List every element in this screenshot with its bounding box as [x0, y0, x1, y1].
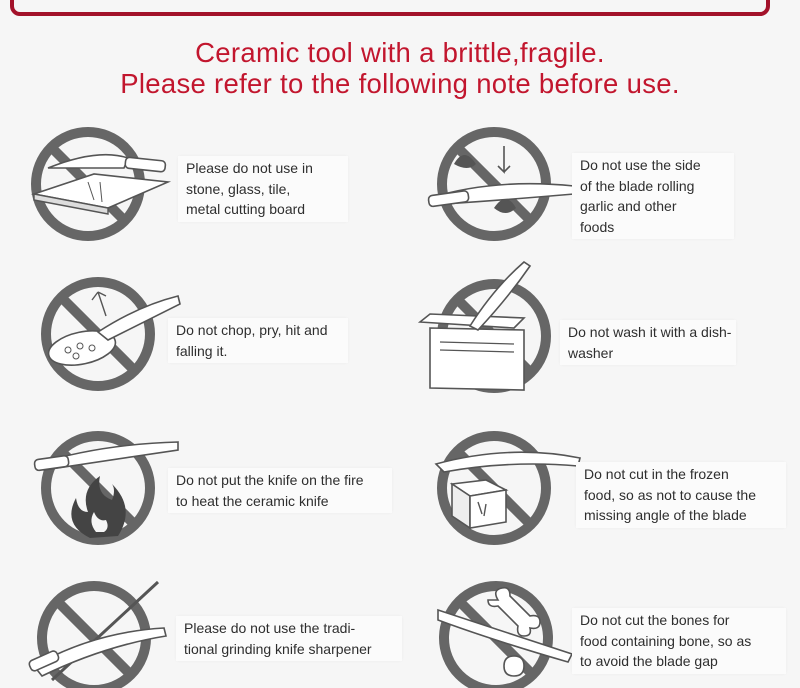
tip-text: Please do not use in stone, glass, tile, metal cutting board [178, 156, 348, 222]
tip-text: Do not put the knife on the fire to heat the ceramic knife [168, 468, 392, 513]
knife-on-cutting-board-icon [28, 124, 178, 244]
knife-frozen-food-icon [430, 428, 590, 548]
top-frame [10, 0, 770, 16]
knife-grinding-sharpener-icon [24, 576, 174, 688]
tip-text: Do not wash it with a dish- washer [560, 320, 736, 365]
tip-text: Please do not use the tradi- tional grinding knife sharpener [176, 616, 402, 661]
tip-text: Do not cut in the frozen food, so as not to cause the missing angle of the blade [576, 462, 786, 528]
knife-dishwasher-icon [414, 258, 564, 398]
tip-text: Do not chop, pry, hit and falling it. [168, 318, 348, 363]
heading-line-1: Ceramic tool with a brittle,fragile. [195, 37, 605, 68]
knife-chopping-bread-icon [38, 276, 188, 396]
knife-over-fire-icon [32, 428, 182, 548]
knife-garlic-rolling-icon [424, 124, 584, 244]
knife-cutting-bone-icon [432, 576, 582, 688]
tip-text: Do not use the side of the blade rolling garlic and other foods [572, 153, 734, 239]
tip-text: Do not cut the bones for food containing bone, so as to avoid the blade gap [572, 608, 786, 674]
heading-line-2: Please refer to the following note before use. [120, 68, 680, 99]
